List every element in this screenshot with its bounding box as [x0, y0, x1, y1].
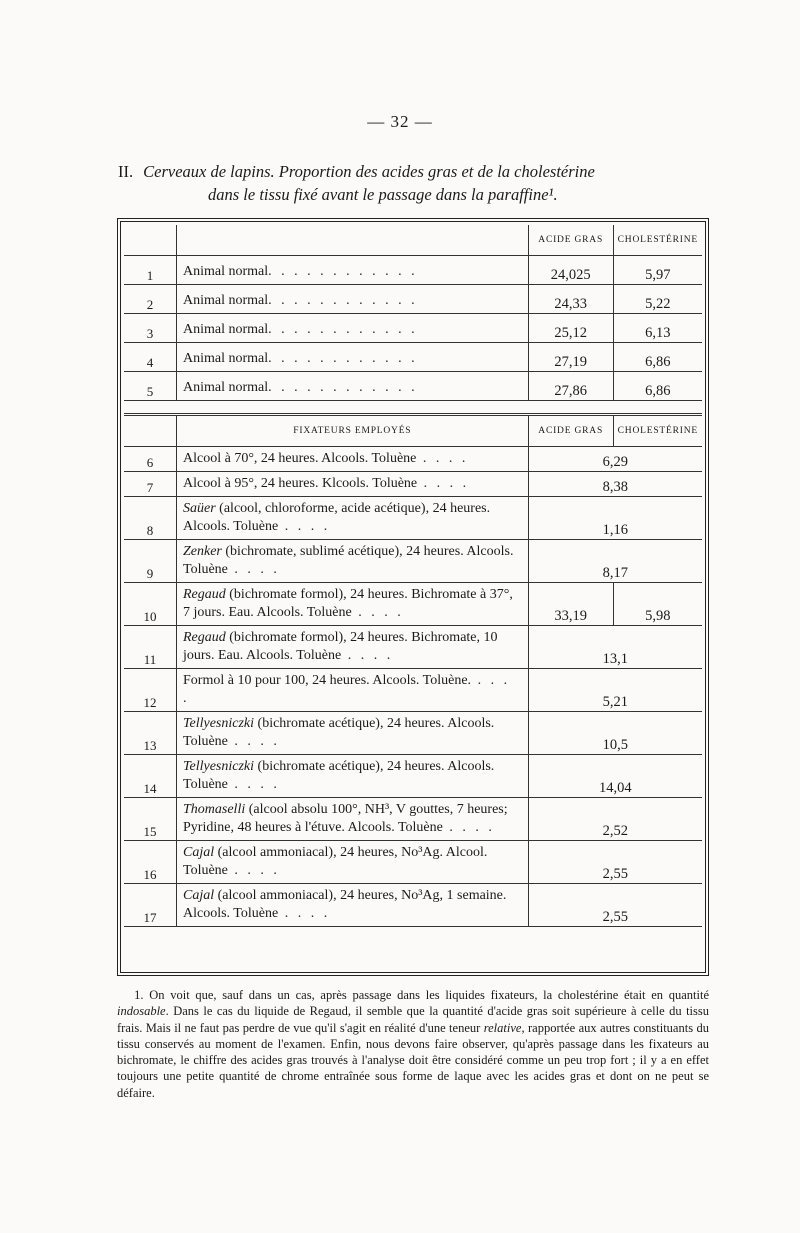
- cholesterine-value: 6,86: [613, 343, 702, 372]
- row-number: 8: [124, 497, 177, 540]
- table-title: [118, 160, 708, 206]
- leader-dots: . . . .: [227, 562, 280, 577]
- cholesterine-value: 6,86: [613, 372, 702, 401]
- row-number: 6: [124, 447, 177, 472]
- table-row: [124, 540, 702, 583]
- header-acide-gras: ACIDE GRAS: [528, 225, 613, 256]
- fixateur-text: (bichromate, sublimé acétique), 24 heures. Alcools. Toluène: [183, 544, 514, 577]
- fixateur-text: (alcool ammoniacal), 24 heures, No³Ag. Alcool. Toluène: [183, 845, 488, 878]
- fixateur-description: [177, 755, 529, 798]
- table-row: [124, 497, 702, 540]
- fixateur-text: (bichromate formol), 24 heures. Bichromate, 10 jours. Eau. Alcools. Toluène: [183, 630, 498, 663]
- cholesterine-value: 6,13: [613, 314, 702, 343]
- fixateur-text: (bichromate acétique), 24 heures. Alcools. Toluène: [183, 759, 495, 792]
- row-number: 1: [124, 256, 177, 285]
- leader-dots: . . . .: [227, 863, 280, 878]
- table-row: [124, 447, 702, 472]
- row-label-text: Animal normal: [183, 293, 269, 308]
- acide-gras-value: 27,19: [528, 343, 613, 372]
- fixateur-description: [177, 497, 529, 540]
- row-label-text: Animal normal: [183, 351, 269, 366]
- footnote-text-1: On voit que, sauf dans un cas, après passage dans les liquides fixateurs, la cholestérine était en quantité: [149, 988, 710, 1002]
- row-number: 2: [124, 285, 177, 314]
- leader-dots: . . . .: [227, 734, 280, 749]
- footnote-emphasis-1: indosable: [117, 1004, 166, 1019]
- header-fixateurs: FIXATEURS EMPLOYÉS: [177, 415, 529, 447]
- row-number: 12: [124, 669, 177, 712]
- row-label: [177, 285, 529, 314]
- data-table-frame: [117, 218, 709, 976]
- fixateur-name: Tellyesniczki: [183, 759, 255, 774]
- fixateur-description: [177, 798, 529, 841]
- fixateur-value: 5,21: [528, 669, 702, 712]
- table-row: [124, 841, 702, 884]
- acide-gras-value: 27,86: [528, 372, 613, 401]
- fixateur-value: 2,55: [528, 841, 702, 884]
- row-number: 16: [124, 841, 177, 884]
- acide-gras-value: 25,12: [528, 314, 613, 343]
- footnote-text-2: . Dans le cas du liquide de Regaud, il semble que la quantité d'acide gras soit supérieure à celle du tissu frais. Mais il ne faut pas perdre de vue qu'il s'agit en réalité d'une teneur: [117, 1004, 709, 1035]
- acide-gras-value: 24,025: [528, 256, 613, 285]
- leader-dots: . . . .: [278, 519, 331, 534]
- row-label-text: Animal normal: [183, 264, 269, 279]
- row-number: 9: [124, 540, 177, 583]
- fixateur-value: 6,29: [528, 447, 702, 472]
- row-number: 17: [124, 884, 177, 927]
- row-number: 7: [124, 472, 177, 497]
- header-num-cell: [124, 225, 177, 256]
- footnote-marker: 1.: [134, 988, 144, 1002]
- fixateur-description: [177, 447, 529, 472]
- leader-dots: . . . . . . . . . . . .: [268, 351, 418, 366]
- row-label: [177, 343, 529, 372]
- page-number: — 32 —: [367, 112, 433, 131]
- row-number: 10: [124, 583, 177, 626]
- leader-dots: . . . .: [227, 777, 280, 792]
- fixateur-value: 1,16: [528, 497, 702, 540]
- table-row: [124, 626, 702, 669]
- fixateur-text: Alcool à 95°, 24 heures. Klcools. Toluène: [183, 476, 418, 491]
- fixateur-value: 14,04: [528, 755, 702, 798]
- table-row: [124, 343, 702, 372]
- row-number: 3: [124, 314, 177, 343]
- leader-dots: . . . . . . . . . . . .: [268, 380, 418, 395]
- data-table: [124, 225, 702, 927]
- fixateur-text: (alcool absolu 100°, NH³, V gouttes, 7 heures; Pyridine, 48 heures à l'étuve. Alcools. Toluène: [183, 802, 508, 835]
- fixateur-name: Zenker: [183, 544, 222, 559]
- fixateur-description: [177, 841, 529, 884]
- leader-dots: . . . . . . . . . . . .: [268, 264, 418, 279]
- header-cholesterine-2: CHOLESTÉRINE: [613, 415, 702, 447]
- header-acide-gras-2: ACIDE GRAS: [528, 415, 613, 447]
- table-row: [124, 314, 702, 343]
- header-cholesterine: CHOLESTÉRINE: [613, 225, 702, 256]
- header-num-cell: [124, 415, 177, 447]
- leader-dots: . . . . . . . . . . . .: [268, 293, 418, 308]
- row-number: 4: [124, 343, 177, 372]
- fixateur-description: [177, 583, 529, 626]
- cholesterine-value: 5,97: [613, 256, 702, 285]
- row-number: 11: [124, 626, 177, 669]
- cholesterine-value: 5,98: [613, 583, 702, 626]
- leader-dots: . . . .: [351, 605, 404, 620]
- fixateur-name: Cajal: [183, 888, 215, 903]
- footnote-emphasis-2: relative: [483, 1020, 522, 1035]
- row-label-text: Animal normal: [183, 322, 269, 337]
- fixateur-text: Alcool à 70°, 24 heures. Alcools. Toluène: [183, 451, 417, 466]
- fixateur-description: [177, 669, 529, 712]
- row-number: 5: [124, 372, 177, 401]
- fixateur-text: (bichromate formol), 24 heures. Bichromate à 37°, 7 jours. Eau. Alcools. Toluène: [183, 587, 513, 620]
- fixateur-text: Formol à 10 pour 100, 24 heures. Alcools. Toluène.: [183, 673, 472, 688]
- fixateur-name: Thomaselli: [183, 802, 246, 817]
- fixateur-description: [177, 712, 529, 755]
- fixateur-text: (bichromate acétique), 24 heures. Alcools. Toluène: [183, 716, 495, 749]
- leader-dots: . . . . . . . . . . . .: [268, 322, 418, 337]
- row-label-text: Animal normal: [183, 380, 269, 395]
- header-row-fixateurs: [124, 415, 702, 447]
- leader-dots: . . . .: [416, 451, 469, 466]
- row-number: 13: [124, 712, 177, 755]
- cholesterine-value: 5,22: [613, 285, 702, 314]
- acide-gras-value: 24,33: [528, 285, 613, 314]
- table-row: [124, 712, 702, 755]
- fixateur-value: 2,52: [528, 798, 702, 841]
- fixateur-description: [177, 540, 529, 583]
- fixateur-name: Tellyesniczki: [183, 716, 255, 731]
- table-row: [124, 372, 702, 401]
- fixateur-text: (alcool, chloroforme, acide acétique), 24 heures. Alcools. Toluène: [183, 501, 491, 534]
- header-row: [124, 225, 702, 256]
- fixateur-description: [177, 472, 529, 497]
- fixateur-name: Regaud: [183, 587, 226, 602]
- divider-cell: [124, 401, 702, 415]
- fixateur-name: Cajal: [183, 845, 215, 860]
- title-line-1: Cerveaux de lapins. Proportion des acides gras et de la cholestérine: [143, 162, 595, 181]
- footnote: [117, 987, 709, 1101]
- table-row: [124, 256, 702, 285]
- footnote-text-3: , rapportée aux autres constituants du tissu conservés au moment de l'examen. Enfin, nous devons faire observer, qu'après passage dans les fixateurs au bichromate, le chiffre des acides gras trouvés à l'analyse doit être considéré comme un peu trop fort ; il y a en effet toujours une petite quantité de chrome entraînée sous forme de laque avec les acides gras et dont on ne peut se défaire.: [117, 1020, 709, 1100]
- fixateur-description: [177, 884, 529, 927]
- table-row: [124, 798, 702, 841]
- table-row: [124, 285, 702, 314]
- title-roman-numeral: II.: [118, 162, 134, 181]
- table-row: [124, 669, 702, 712]
- table-row: [124, 583, 702, 626]
- leader-dots: . . . .: [442, 820, 495, 835]
- fixateur-name: Saüer: [183, 501, 216, 516]
- fixateur-value: 8,17: [528, 540, 702, 583]
- fixateur-value: 10,5: [528, 712, 702, 755]
- row-label: [177, 314, 529, 343]
- row-number: 14: [124, 755, 177, 798]
- title-line-2: dans le tissu fixé avant le passage dans la paraffine¹.: [208, 185, 558, 204]
- fixateur-value: 8,38: [528, 472, 702, 497]
- fixateur-value: 13,1: [528, 626, 702, 669]
- leader-dots: . . . .: [417, 476, 470, 491]
- acide-gras-value: 33,19: [528, 583, 613, 626]
- header-label-cell: [177, 225, 529, 256]
- table-row: [124, 472, 702, 497]
- fixateur-description: [177, 626, 529, 669]
- row-label: [177, 372, 529, 401]
- leader-dots: . . . .: [341, 648, 394, 663]
- leader-dots: . . . .: [278, 906, 331, 921]
- fixateur-name: Regaud: [183, 630, 226, 645]
- table-row: [124, 884, 702, 927]
- fixateur-text: (alcool ammoniacal), 24 heures, No³Ag, 1 semaine. Alcools. Toluène: [183, 888, 507, 921]
- section-divider: [124, 401, 702, 415]
- row-label: [177, 256, 529, 285]
- table-row: [124, 755, 702, 798]
- fixateur-value: 2,55: [528, 884, 702, 927]
- leader-dots: . . . .: [183, 673, 511, 706]
- row-number: 15: [124, 798, 177, 841]
